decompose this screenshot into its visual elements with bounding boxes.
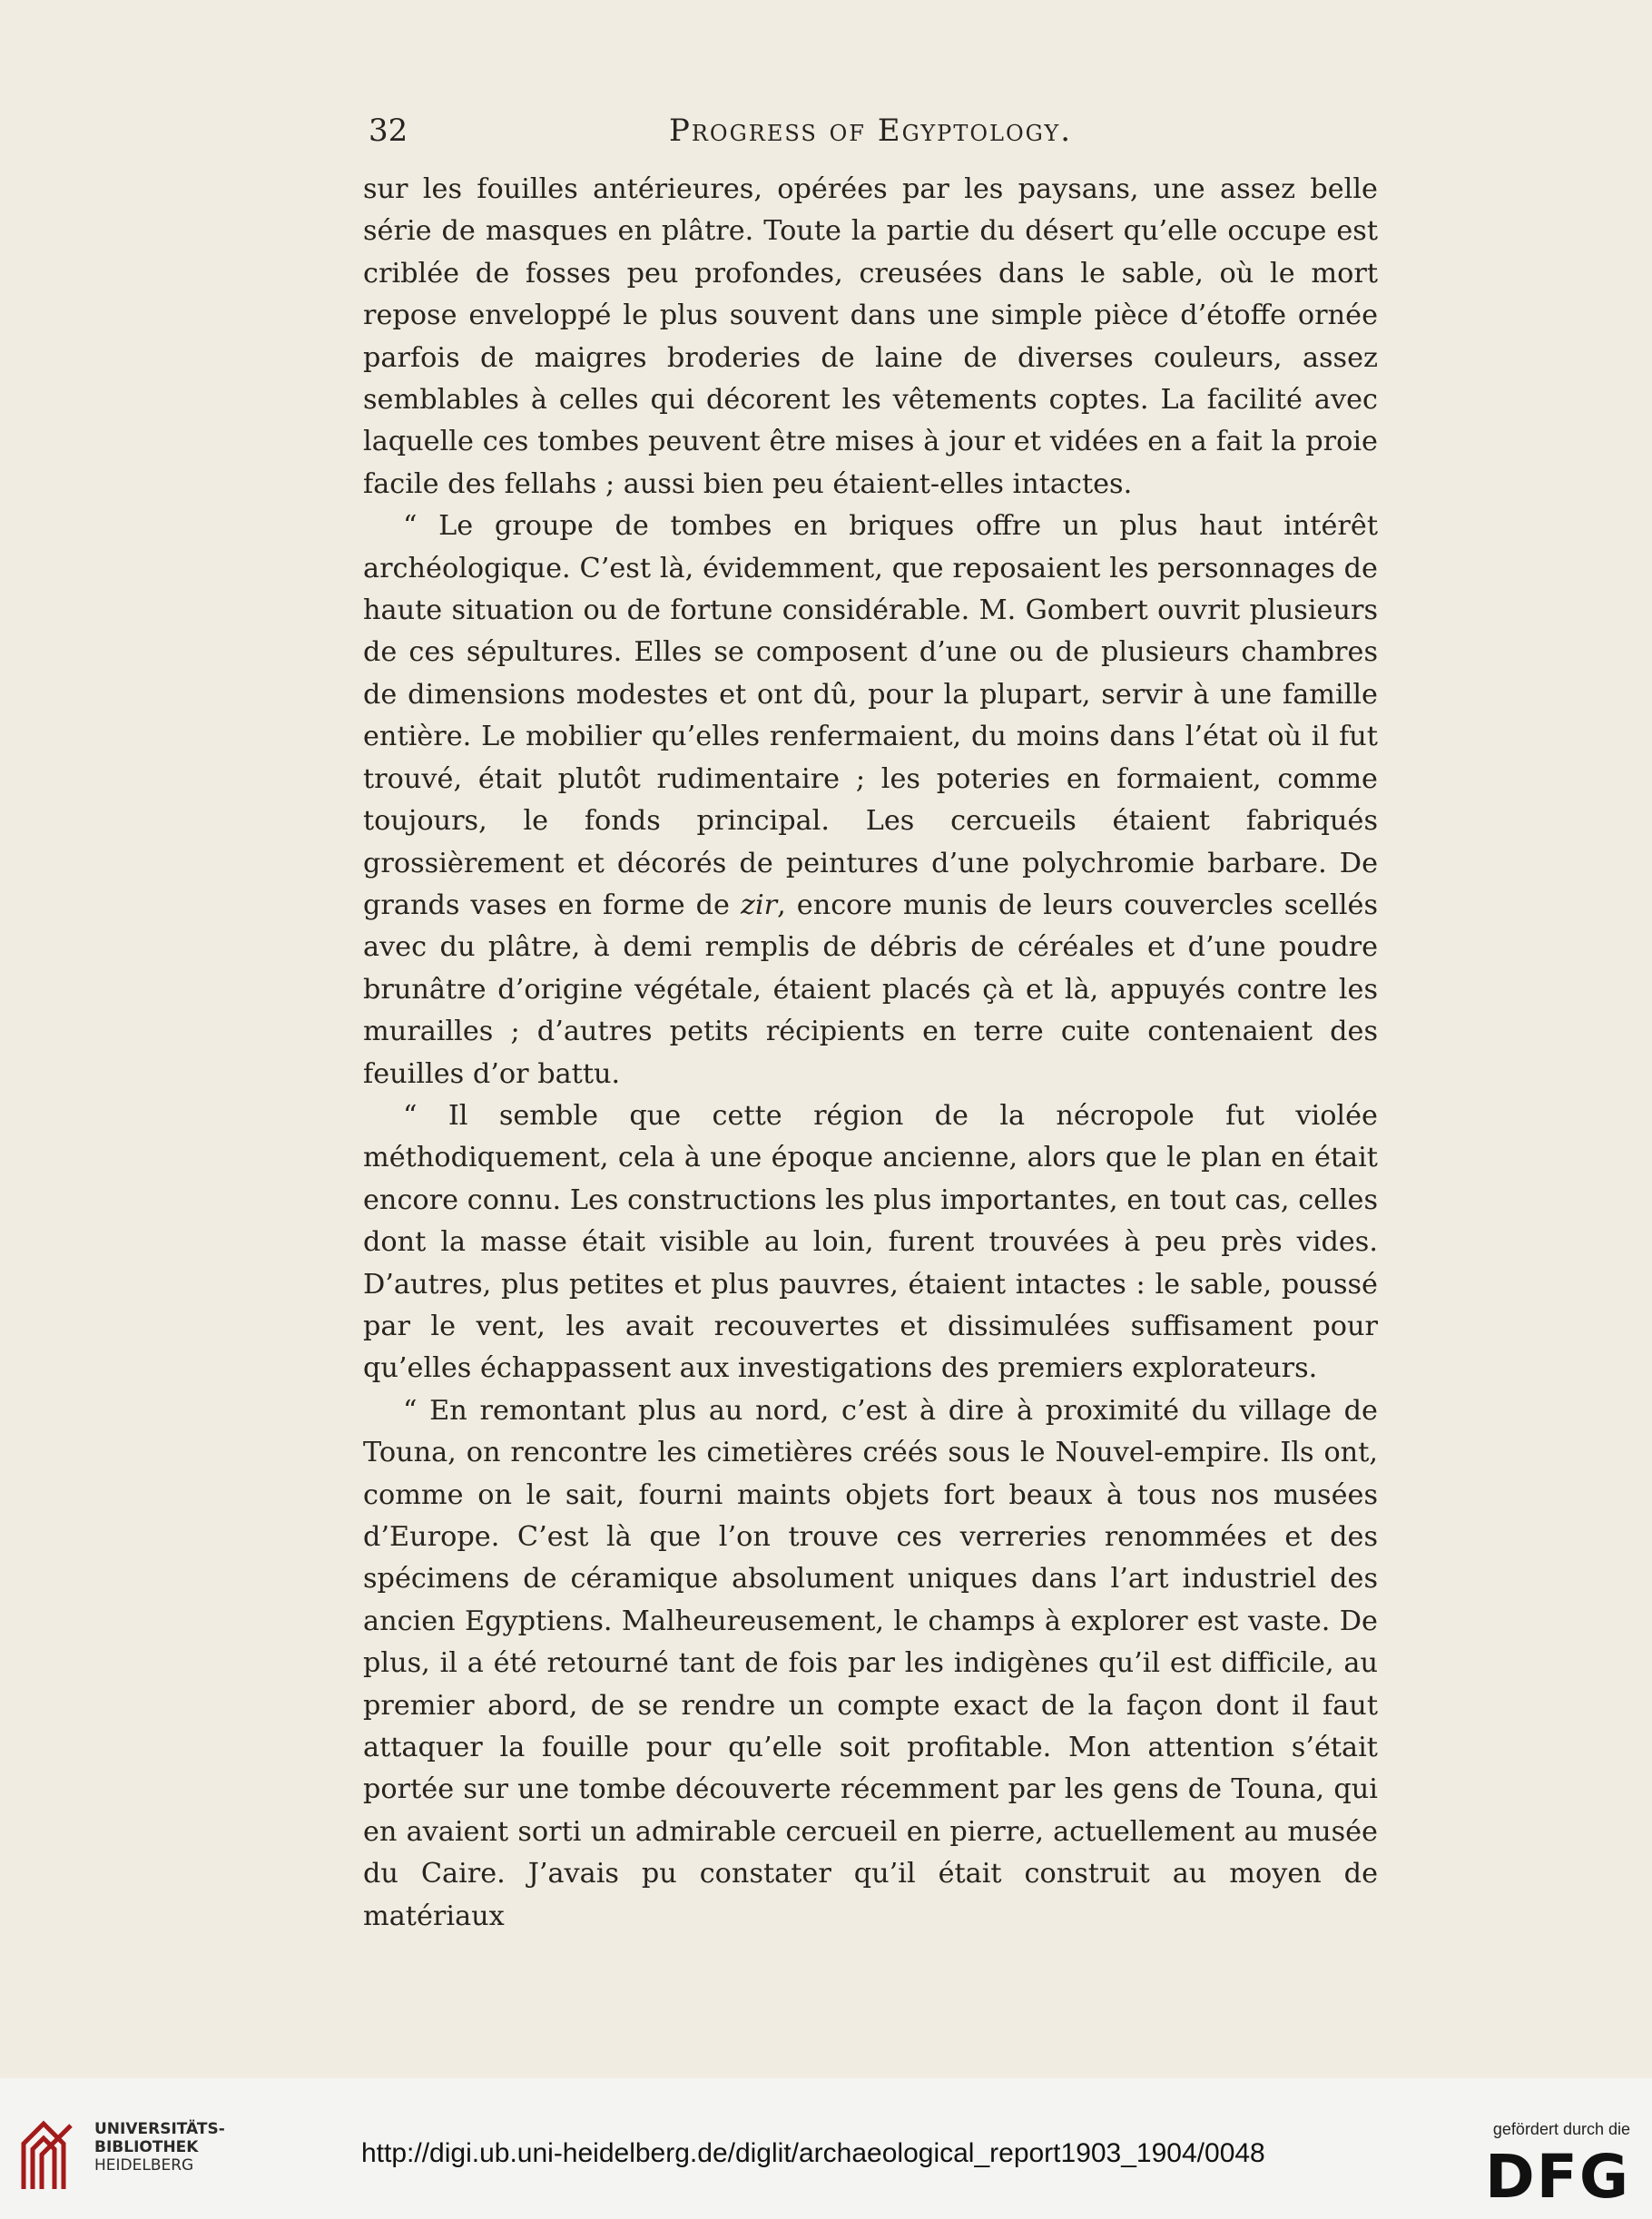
body-text	[363, 169, 1378, 1938]
running-head	[363, 113, 1378, 158]
page-number: 32	[369, 113, 408, 149]
dfg-logo: DFG	[1484, 2142, 1630, 2212]
library-name-line-1: UNIVERSITÄTS-	[94, 2120, 225, 2138]
paragraph-2-text-a: “ Le groupe de tombes en briques offre un plus haut intérêt archéologique. C’est là, évidemment, que reposaient les personnages de haute situation ou de fortune considérable. M. Gombert ouvrit plusieurs de ces sépultures. Elles se composent d’une ou de plusieurs chambres de dimensions modestes et ont dû, pour la plupart, servir à une famille entière. Le mobilier qu’elles renfermaient, du moins dans l’état où il fut trouvé, était plutôt rudimentaire ; les poteries en formaient, comme toujours, le fonds principal. Les cercueils étaient fabriqués grossièrement et décorés de peintures d’une polychromie barbare. De grands vases en forme de	[363, 510, 1378, 921]
paragraph-3: “ Il semble que cette région de la nécropole fut violée méthodiquement, cela à une époque ancienne, alors que le plan en était encore connu. Les constructions les plus importantes, en tout cas, celles dont la masse était visible au loin, furent trouvées à peu près vides. D’autres, plus petites et plus pauvres, étaient intactes : le sable, poussé par le vent, les avait recouvertes et dissimulées suffisament pour qu’elles échappassent aux investigations des premiers explorateurs.	[363, 1099, 1378, 1385]
library-name-line-2: BIBLIOTHEK	[94, 2138, 199, 2156]
permalink-url[interactable]: http://digi.ub.uni-heidelberg.de/diglit/archaeological_report1903_1904/0048	[361, 2138, 1265, 2168]
funding-note: gefördert durch die	[1492, 2120, 1630, 2138]
paragraph-1: sur les fouilles antérieures, opérées par les paysans, une assez belle série de masques en plâtre. Toute la partie du désert qu’elle occupe est criblée de fosses peu profondes, creusées dans le sable, où le mort repose enveloppé le plus souvent dans une simple pièce d’étoffe ornée parfois de maigres broderies de laine de diverses couleurs, assez semblables à celles qui décorent les vêtements coptes. La facilité avec laquelle ces tombes peuvent être mises à jour et vidées en a fait la proie facile des fellahs ; aussi bien peu étaient-elles intactes.	[363, 173, 1378, 500]
digitization-footer	[0, 2078, 1652, 2219]
paragraph-2-text-b: , encore munis de leurs couvercles scellés avec du plâtre, à demi remplis de débris de céréales et d’une poudre brunâtre d’origine végétale, étaient placés çà et là, appuyés contre les murailles ; d’autres petits récipients en terre cuite contenaient des feuilles d’or battu.	[363, 889, 1378, 1090]
running-title: Progress of Egyptology.	[668, 113, 1073, 149]
paragraph-4: “ En remontant plus au nord, c’est à dire à proximité du village de Touna, on rencontre les cimetières créés sous le Nouvel-empire. Ils ont, comme on le sait, fourni maints objets fort beaux à tous nos musées d’Europe. C’est là que l’on trouve ces verreries renommées et des spécimens de céramique absolument uniques dans l’art industriel des ancien Egyptiens. Malheureusement, le champs à explorer est vaste. De plus, il a été retourné tant de fois par les indigènes qu’il est difficile, au premier abord, de se rendre un compte exact de la façon dont il faut attaquer la fouille pour qu’elle soit profitable. Mon attention s’était portée sur une tombe découverte récemment par les gens de Touna, qui en avaient sorti un admirable cercueil en pierre, actuellement au musée du Caire. J’avais pu constater qu’il était construit au moyen de matériaux	[363, 1394, 1378, 1932]
university-library-logo-icon	[16, 2113, 78, 2193]
paragraph-2	[363, 506, 1378, 1095]
library-name-line-3: HEIDELBERG	[94, 2156, 194, 2175]
library-name	[94, 2120, 225, 2175]
italic-term-zir: zir	[740, 889, 778, 921]
